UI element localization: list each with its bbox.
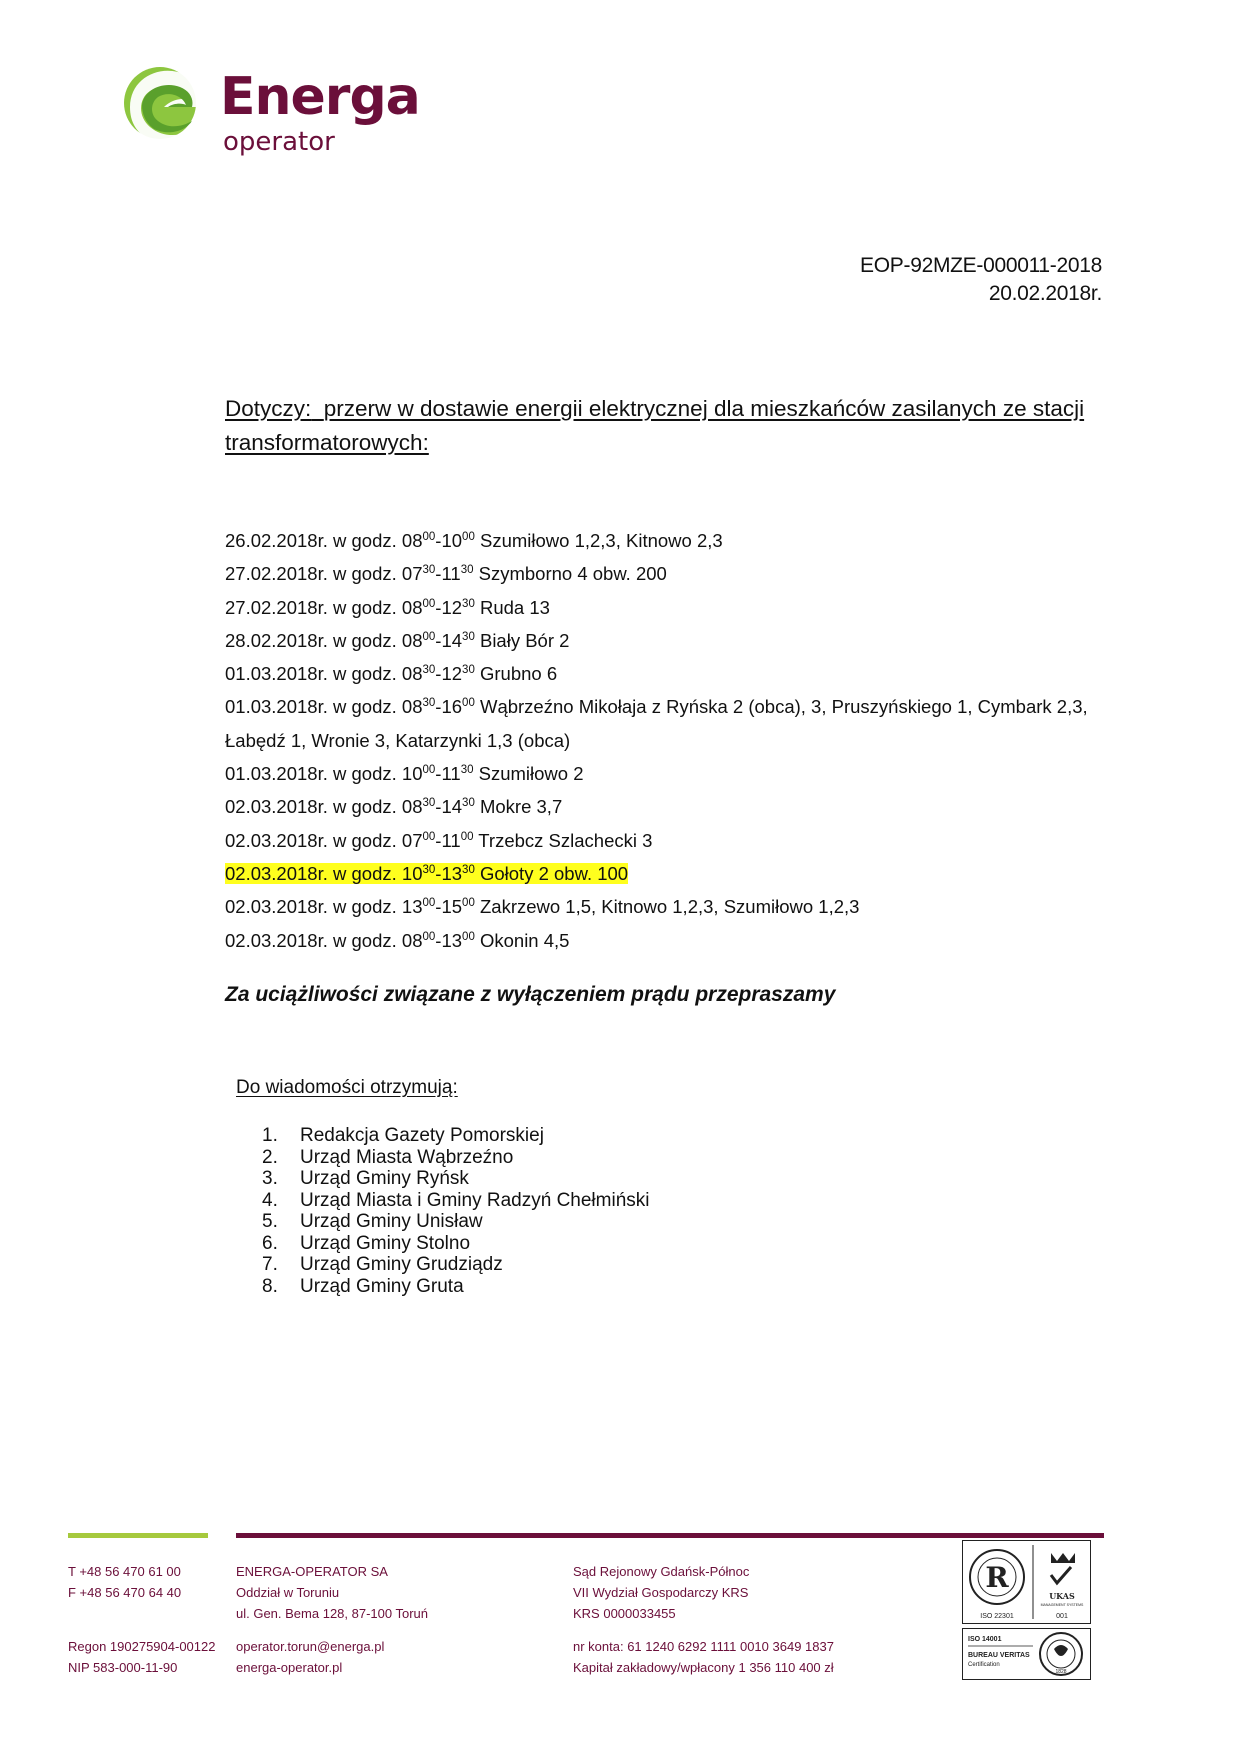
schedule-to-hour: 13 <box>441 929 463 951</box>
recipient-name: Urząd Gminy Gruta <box>300 1275 464 1297</box>
footer-phone: T +48 56 470 61 00 <box>68 1564 181 1579</box>
schedule-place: Okonin 4,5 <box>479 929 570 951</box>
subject-label: Dotyczy: <box>225 396 312 421</box>
recipient-number: 8. <box>262 1275 278 1297</box>
schedule-date: 26.02.2018r. <box>225 530 328 551</box>
schedule-place: Wąbrzeźno Mikołaja z Ryńska 2 (obca), 3, Pruszyńskiego 1, Cymbark 2,3, <box>479 696 1088 718</box>
schedule-prefix: w godz. <box>333 663 397 685</box>
schedule-from-minute: 30 <box>422 564 436 577</box>
schedule-from-minute: 30 <box>422 664 436 677</box>
schedule-prefix: w godz. <box>333 763 397 785</box>
schedule-row-text: 26.02.2018r. w godz. $08^{00}-10^{00}$ Szumiłowo 1,2,3, Kitnowo 2,3 <box>225 530 723 551</box>
footer-nip: NIP 583-000-11-90 <box>68 1660 178 1675</box>
footer-company-name: ENERGA-OPERATOR SA <box>236 1564 388 1579</box>
schedule-place: Szumiłowo 2 <box>478 763 584 785</box>
schedule-row <box>225 857 1125 890</box>
schedule-row <box>225 890 1125 923</box>
schedule-place: Szumiłowo 1,2,3, Kitnowo 2,3 <box>479 530 723 551</box>
schedule-date: 27.02.2018r. <box>225 596 328 618</box>
schedule-to-minute: 00 <box>460 830 474 843</box>
schedule-from-hour: 08 <box>401 629 423 651</box>
schedule-row-text: 01.03.2018r. w godz. $08^{30}-16^{00}$ Wąbrzeźno Mikołaja z Ryńska 2 (obca), 3, Pruszyńskiego 1, Cymbark 2,3, <box>225 696 1088 718</box>
schedule-from-hour: 13 <box>401 896 423 918</box>
schedule-from-minute: 00 <box>422 531 436 543</box>
recipients-list <box>262 1125 650 1297</box>
footer-court-name: Sąd Rejonowy Gdańsk-Północ <box>573 1564 750 1579</box>
schedule-place: Mokre 3,7 <box>479 796 563 818</box>
schedule-row <box>225 690 1125 723</box>
schedule-to-hour: 13 <box>441 862 463 884</box>
recipient-item <box>262 1147 650 1169</box>
schedule-row-continuation: Łabędź 1, Wronie 3, Katarzynki 1,3 (obca) <box>225 729 571 751</box>
schedule-from-hour: 07 <box>401 563 423 585</box>
lloyds-register-icon <box>970 1550 1024 1620</box>
schedule-from-hour: 07 <box>401 829 423 851</box>
schedule-place: Zakrzewo 1,5, Kitnowo 1,2,3, Szumiłowo 1,2,3 <box>479 896 860 918</box>
schedule-row <box>225 591 1125 624</box>
schedule-from-hour: 08 <box>401 663 423 685</box>
bv-year: 1828 <box>1055 1669 1067 1675</box>
schedule-row <box>225 557 1125 590</box>
reference-block <box>860 252 1102 308</box>
bv-iso: ISO 14001 <box>968 1636 1002 1643</box>
recipient-item <box>262 1276 650 1298</box>
schedule-to-hour: 16 <box>441 696 463 718</box>
recipient-number: 7. <box>262 1254 278 1275</box>
recipient-name: Urząd Gminy Grudziądz <box>300 1254 503 1275</box>
schedule-to-minute: 00 <box>462 897 475 910</box>
schedule-to-minute: 30 <box>462 863 475 876</box>
recipient-item <box>262 1254 650 1276</box>
schedule-row-text: 27.02.2018r. w godz. $08^{00}-12^{30}$ Ruda 13 <box>225 596 550 618</box>
schedule-date: 28.02.2018r. <box>225 629 328 651</box>
schedule-row-highlighted: 02.03.2018r. w godz. $10^{30}-13^{30}$ Gołoty 2 obw. 100 <box>225 862 629 884</box>
ukas-code: 001 <box>1056 1613 1068 1620</box>
apology-text: Za uciążliwości związane z wyłączeniem prądu przepraszamy <box>225 983 836 1006</box>
schedule-place: Biały Bór 2 <box>479 629 570 651</box>
schedule-to-hour: 14 <box>441 796 463 818</box>
footer-account: nr konta: 61 1240 6292 1111 0010 3649 1837 <box>573 1639 834 1654</box>
subject-text: przerw w dostawie energii elektrycznej dla mieszkańców zasilanych ze stacji transformatorowych: <box>225 396 1085 455</box>
schedule-prefix: w godz. <box>333 929 397 951</box>
schedule-to-hour: 10 <box>441 530 463 551</box>
schedule-from-hour: 08 <box>401 596 423 618</box>
recipient-item <box>262 1125 650 1147</box>
footer-address: ul. Gen. Bema 128, 87-100 Toruń <box>236 1606 428 1621</box>
footer-company <box>236 1561 428 1624</box>
schedule-to-hour: 15 <box>441 896 463 918</box>
footer-regon: Regon 190275904-00122 <box>68 1639 216 1654</box>
schedule-row <box>225 757 1125 790</box>
schedule-place: Szymborno 4 obw. 200 <box>478 563 667 585</box>
schedule-row-text: 28.02.2018r. w godz. $08^{00}-14^{30}$ Biały Bór 2 <box>225 629 570 651</box>
recipient-number: 6. <box>262 1232 278 1254</box>
schedule-from-minute: 00 <box>422 897 436 910</box>
recipient-name: Urząd Miasta i Gminy Radzyń Chełmiński <box>300 1189 650 1211</box>
recipient-item <box>262 1168 650 1190</box>
footer-bar-purple <box>236 1533 1104 1538</box>
schedule-date: 02.03.2018r. <box>225 862 328 884</box>
schedule-date: 02.03.2018r. <box>225 929 328 951</box>
schedule-from-hour: 10 <box>401 763 423 785</box>
footer-court <box>573 1561 749 1624</box>
schedule-from-minute: 30 <box>422 863 436 876</box>
schedule-from-hour: 08 <box>401 929 423 951</box>
schedule-to-minute: 30 <box>460 764 474 777</box>
schedule-to-minute: 00 <box>462 930 475 943</box>
schedule-place: Trzebcz Szlachecki 3 <box>478 829 653 851</box>
schedule-date: 01.03.2018r. <box>225 663 328 685</box>
schedule-prefix: w godz. <box>333 696 397 718</box>
schedule-row <box>225 524 1125 557</box>
recipients-title: Do wiadomości otrzymują: <box>236 1077 458 1098</box>
schedule-prefix: w godz. <box>333 596 397 618</box>
schedule-from-minute: 00 <box>422 830 436 843</box>
schedule-date: 02.03.2018r. <box>225 796 328 818</box>
footer-finance <box>573 1636 834 1678</box>
footer-contact <box>68 1561 181 1603</box>
schedule-from-minute: 30 <box>422 697 436 710</box>
schedule-date: 27.02.2018r. <box>225 563 328 585</box>
bv-cert: Certification <box>968 1662 1000 1668</box>
schedule-from-minute: 00 <box>422 630 436 643</box>
schedule-to-hour: 11 <box>441 563 461 585</box>
schedule-row-text: 02.03.2018r. w godz. $08^{00}-13^{00}$ Okonin 4,5 <box>225 929 570 951</box>
schedule-to-hour: 14 <box>441 629 463 651</box>
schedule-to-minute: 00 <box>462 697 475 710</box>
schedule-from-hour: 08 <box>401 796 423 818</box>
schedule-from-minute: 00 <box>422 930 436 943</box>
recipient-number: 4. <box>262 1189 278 1211</box>
schedule-row <box>225 824 1125 857</box>
recipient-name: Urząd Miasta Wąbrzeźno <box>300 1146 514 1168</box>
schedule-row-text: 02.03.2018r. w godz. $13^{00}-15^{00}$ Zakrzewo 1,5, Kitnowo 1,2,3, Szumiłowo 1,2,3 <box>225 896 860 918</box>
schedule-place: Ruda 13 <box>479 596 550 618</box>
schedule-from-hour: 08 <box>401 696 423 718</box>
schedule-to-hour: 12 <box>441 663 463 685</box>
schedule-row <box>225 624 1125 657</box>
ukas-sub: MANAGEMENT SYSTEMS <box>1040 1603 1084 1607</box>
footer-fax: F +48 56 470 64 40 <box>68 1585 182 1600</box>
footer-ids <box>68 1636 215 1678</box>
schedule-row-text: 02.03.2018r. w godz. $07^{00}-11^{00}$ Trzebcz Szlachecki 3 <box>225 829 653 851</box>
schedule-prefix: w godz. <box>333 896 397 918</box>
footer-capital: Kapitał zakładowy/wpłacony 1 356 110 400 zł <box>573 1660 834 1675</box>
logo-sub-text: operator <box>223 127 335 157</box>
certification-marks-top <box>962 1540 1091 1624</box>
schedule-to-minute: 00 <box>462 531 475 543</box>
recipient-name: Redakcja Gazety Pomorskiej <box>300 1125 544 1146</box>
schedule-to-hour: 11 <box>441 829 461 851</box>
schedule-prefix: w godz. <box>333 829 397 851</box>
footer-email: operator.torun@energa.pl <box>236 1639 385 1654</box>
schedule-row <box>225 924 1125 957</box>
schedule-date: 02.03.2018r. <box>225 829 328 851</box>
logo-brand-text: Energa <box>220 67 420 127</box>
schedule-from-hour: 10 <box>401 862 423 884</box>
schedule-from-minute: 30 <box>422 797 436 810</box>
schedule-row-text: 01.03.2018r. w godz. $08^{30}-12^{30}$ Grubno 6 <box>225 663 558 685</box>
schedule-to-minute: 30 <box>462 664 475 677</box>
footer-branch: Oddział w Toruniu <box>236 1585 340 1600</box>
schedule-from-hour: 08 <box>401 530 423 551</box>
schedule-date: 01.03.2018r. <box>225 763 328 785</box>
recipient-item <box>262 1211 650 1233</box>
recipient-name: Urząd Gminy Unisław <box>300 1211 483 1232</box>
energa-swirl-icon <box>120 55 220 155</box>
schedule-prefix: w godz. <box>333 629 397 651</box>
recipient-number: 3. <box>262 1168 278 1189</box>
schedule-to-hour: 12 <box>441 596 463 618</box>
schedule-to-minute: 30 <box>462 797 475 810</box>
recipient-name: Urząd Gminy Ryńsk <box>300 1168 469 1189</box>
footer-web <box>236 1636 384 1678</box>
bv-name: BUREAU VERITAS <box>968 1652 1030 1659</box>
schedule-prefix: w godz. <box>333 563 397 585</box>
recipient-item <box>262 1233 650 1255</box>
schedule-row <box>225 657 1125 690</box>
schedule-prefix: w godz. <box>333 530 397 551</box>
lloyds-code: ISO 22301 <box>980 1613 1014 1620</box>
schedule-to-minute: 30 <box>462 597 475 610</box>
ukas-icon <box>1041 1553 1084 1620</box>
schedule-prefix: w godz. <box>333 862 397 884</box>
schedule-prefix: w godz. <box>333 796 397 818</box>
schedule-date: 01.03.2018r. <box>225 696 328 718</box>
schedule-row <box>225 790 1125 823</box>
schedule-date: 02.03.2018r. <box>225 896 328 918</box>
recipient-number: 2. <box>262 1146 278 1168</box>
schedule-from-minute: 00 <box>422 764 436 777</box>
recipient-item <box>262 1190 650 1212</box>
bureau-veritas-icon <box>968 1633 1082 1675</box>
schedule-row-text: 01.03.2018r. w godz. $10^{00}-11^{30}$ Szumiłowo 2 <box>225 763 584 785</box>
footer-division: VII Wydział Gospodarczy KRS <box>573 1585 749 1600</box>
schedule-place: Gołoty 2 obw. 100 <box>479 862 629 884</box>
certification-marks-bottom <box>962 1628 1091 1680</box>
schedule-from-minute: 00 <box>422 597 436 610</box>
schedule-row-text: 02.03.2018r. w godz. $08^{30}-14^{30}$ Mokre 3,7 <box>225 796 563 818</box>
reference-number: EOP-92MZE-000011-2018 <box>860 254 1102 277</box>
schedule-place: Grubno 6 <box>479 663 558 685</box>
footer-website: energa-operator.pl <box>236 1660 343 1675</box>
recipient-number: 1. <box>262 1125 278 1146</box>
recipient-number: 5. <box>262 1211 278 1232</box>
recipient-name: Urząd Gminy Stolno <box>300 1232 471 1254</box>
subject-line <box>225 392 1105 460</box>
svg-text:R: R <box>985 1561 1009 1594</box>
energa-operator-logo <box>120 55 440 165</box>
footer-bar-green <box>68 1533 208 1538</box>
reference-date: 20.02.2018r. <box>988 282 1102 305</box>
footer-krs: KRS 0000033455 <box>573 1606 676 1621</box>
schedule-row-text: 27.02.2018r. w godz. $07^{30}-11^{30}$ Szymborno 4 obw. 200 <box>225 563 667 585</box>
ukas-label: UKAS <box>1049 1591 1075 1601</box>
schedule-to-minute: 30 <box>460 564 474 577</box>
outage-schedule <box>225 524 1125 957</box>
schedule-to-minute: 30 <box>462 630 475 643</box>
schedule-to-hour: 11 <box>441 763 461 785</box>
